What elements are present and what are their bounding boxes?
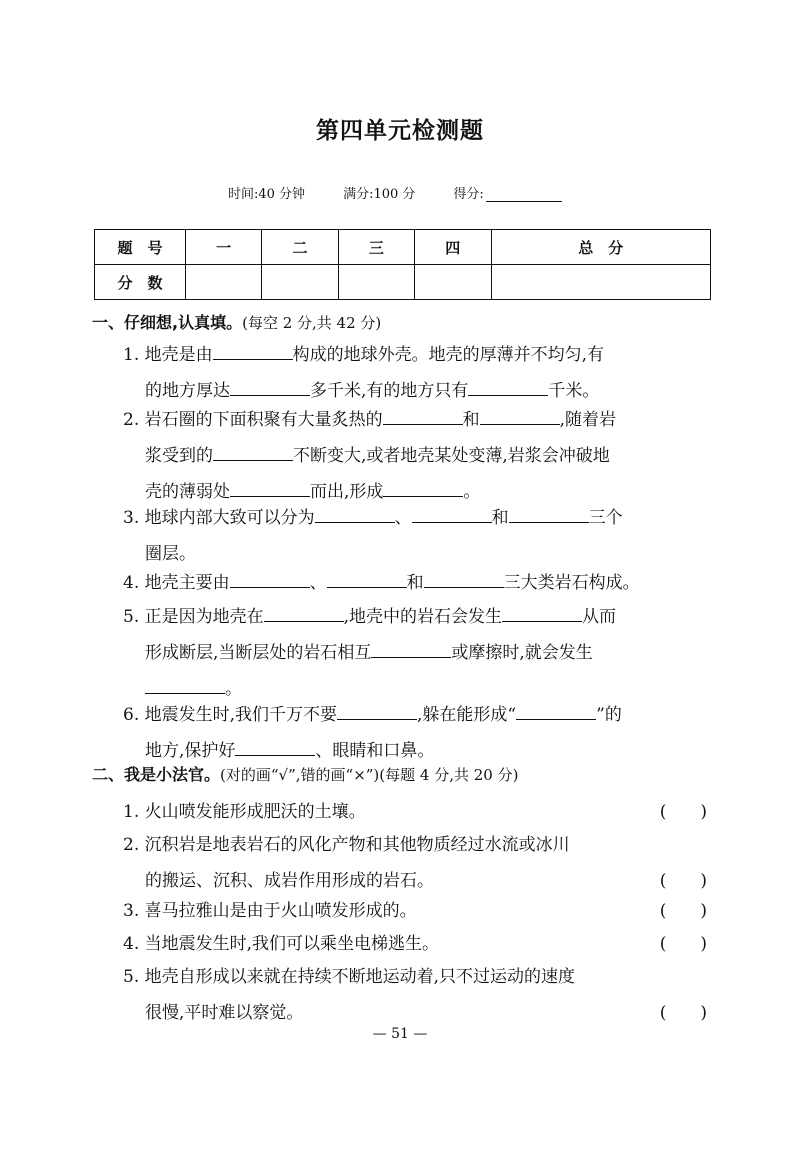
answer-parens[interactable]: ( ) <box>659 934 707 954</box>
question-text: 1. 火山喷发能形成肥沃的土壤。 <box>123 802 366 822</box>
question-text: 三大类岩石构成。 <box>503 573 640 593</box>
question-text: 。 <box>463 482 481 502</box>
question-text: 3. 地球内部大致可以分为 <box>123 508 315 528</box>
question-text: 6. 地震发生时,我们千万不要 <box>123 705 338 725</box>
section-title: 一、仔细想,认真填。 <box>92 313 243 332</box>
question-text: 和 <box>462 410 480 430</box>
question-text: 、 <box>309 573 327 593</box>
question-text: 5. 正是因为地壳在 <box>123 607 264 627</box>
answer-parens[interactable]: ( ) <box>659 901 707 921</box>
answer-blank[interactable] <box>509 500 589 523</box>
section-note: (对的画“√”,错的画“×”)(每题 4 分,共 20 分) <box>220 766 519 784</box>
question-text: 4. 地壳主要由 <box>123 573 230 593</box>
answer-blank[interactable] <box>213 337 293 360</box>
answer-blank[interactable] <box>145 671 225 694</box>
answer-blank[interactable] <box>235 733 315 756</box>
score-cell[interactable] <box>262 265 338 300</box>
score-label: 得分: <box>453 187 484 202</box>
time-label: 时间:40 分钟 <box>228 187 306 202</box>
question-text: 三个 <box>588 508 623 528</box>
table-cell: 一 <box>186 230 262 265</box>
question-text: ,地壳中的岩石会发生 <box>343 607 503 627</box>
answer-blank[interactable] <box>480 402 560 425</box>
answer-blank[interactable] <box>468 373 548 396</box>
page-title: 第四单元检测题 <box>316 118 484 144</box>
question-text: 构成的地球外壳。地壳的厚薄并不均匀,有 <box>292 345 605 365</box>
question-1-4 <box>123 565 715 601</box>
question-text: 、 <box>394 508 412 528</box>
answer-blank[interactable] <box>230 474 310 497</box>
question-1-5 <box>123 599 715 707</box>
question-text: 从而 <box>582 607 617 627</box>
score-cell[interactable] <box>186 265 262 300</box>
question-text: 而出,形成 <box>310 482 384 502</box>
answer-blank[interactable] <box>371 635 451 658</box>
answer-parens[interactable]: ( ) <box>659 871 707 891</box>
exam-meta <box>228 183 562 202</box>
question-2-2 <box>123 827 715 899</box>
table-cell: 总 分 <box>491 230 711 265</box>
answer-blank[interactable] <box>230 565 310 588</box>
table-cell: 分 数 <box>95 265 186 300</box>
score-cell[interactable] <box>491 265 711 300</box>
question-text: 的搬运、沉积、成岩作用形成的岩石。 <box>145 871 434 891</box>
question-2-1 <box>123 794 715 830</box>
answer-blank[interactable] <box>383 402 463 425</box>
table-cell: 二 <box>262 230 338 265</box>
question-text: 的地方厚达 <box>145 381 230 401</box>
question-text: ”的 <box>596 705 622 725</box>
table-cell: 四 <box>415 230 491 265</box>
question-2-5 <box>123 959 715 1031</box>
table-cell: 题 号 <box>95 230 186 265</box>
section-1-heading <box>92 310 381 333</box>
question-text: 圈层。 <box>145 544 196 564</box>
table-cell: 三 <box>338 230 414 265</box>
question-text: 。 <box>225 679 242 699</box>
full-score-label: 满分:100 分 <box>343 187 416 202</box>
question-text: 浆受到的 <box>145 446 213 466</box>
question-text: ,躲在能形成“ <box>417 705 517 725</box>
question-text: 2. 岩石圈的下面积聚有大量炙热的 <box>123 410 383 430</box>
question-text: 4. 当地震发生时,我们可以乘坐电梯逃生。 <box>123 934 440 954</box>
answer-blank[interactable] <box>337 697 417 720</box>
question-1-1 <box>123 337 715 409</box>
answer-blank[interactable] <box>516 697 596 720</box>
answer-blank[interactable] <box>327 565 407 588</box>
question-text: ,随着岩 <box>559 410 617 430</box>
answer-blank[interactable] <box>502 599 582 622</box>
question-text: 壳的薄弱处 <box>145 482 230 502</box>
question-text: 、眼睛和口鼻。 <box>315 741 435 761</box>
answer-blank[interactable] <box>213 438 293 461</box>
question-text: 多千米,有的地方只有 <box>310 381 469 401</box>
score-cell[interactable] <box>415 265 491 300</box>
answer-parens[interactable]: ( ) <box>659 802 707 822</box>
answer-blank[interactable] <box>230 373 310 396</box>
answer-blank[interactable] <box>315 500 395 523</box>
question-text: 2. 沉积岩是地表岩石的风化产物和其他物质经过水流或冰川 <box>123 835 570 855</box>
question-1-6 <box>123 697 715 769</box>
question-text: 形成断层,当断层处的岩石相互 <box>145 643 372 663</box>
section-title: 二、我是小法官。 <box>92 765 221 784</box>
question-text: 3. 喜马拉雅山是由于火山喷发形成的。 <box>123 901 417 921</box>
table-row <box>95 265 711 300</box>
answer-parens[interactable]: ( ) <box>659 1003 707 1023</box>
question-text: 地方,保护好 <box>145 741 236 761</box>
question-text: 5. 地壳自形成以来就在持续不断地运动着,只不过运动的速度 <box>123 967 576 987</box>
table-row <box>95 230 711 265</box>
question-text: 和 <box>491 508 509 528</box>
answer-blank[interactable] <box>424 565 504 588</box>
page-number: — 51 — <box>372 1026 428 1042</box>
score-cell[interactable] <box>338 265 414 300</box>
question-text: 很慢,平时难以察觉。 <box>145 1003 304 1023</box>
section-2-heading <box>92 762 518 785</box>
question-text: 不断变大,或者地壳某处变薄,岩浆会冲破地 <box>293 446 610 466</box>
answer-blank[interactable] <box>383 474 463 497</box>
score-table <box>94 229 711 300</box>
question-2-4 <box>123 926 715 962</box>
question-text: 和 <box>406 573 424 593</box>
question-2-3 <box>123 893 715 929</box>
question-text: 或摩擦时,就会发生 <box>451 643 593 663</box>
question-text: 千米。 <box>548 381 600 401</box>
score-blank[interactable] <box>486 187 562 202</box>
section-note: (每空 2 分,共 42 分) <box>242 314 382 332</box>
answer-blank[interactable] <box>412 500 492 523</box>
question-1-3 <box>123 500 715 572</box>
question-text: 1. 地壳是由 <box>123 345 213 365</box>
question-1-2 <box>123 402 715 510</box>
answer-blank[interactable] <box>264 599 344 622</box>
